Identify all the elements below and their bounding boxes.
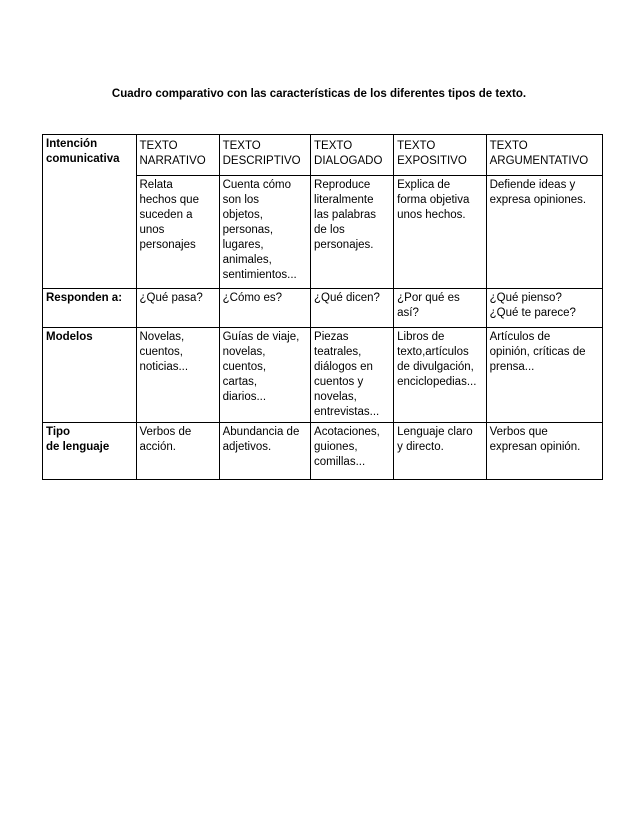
table-cell: Reproduce literalmente las palabras de los personajes. (311, 176, 394, 289)
table-cell: ¿Qué dicen? (311, 289, 394, 328)
header-narrativo: TEXTO NARRATIVO (136, 135, 219, 176)
table-cell: Acotaciones, guiones, comillas... (311, 423, 394, 480)
table-row (43, 289, 603, 328)
document-title: Cuadro comparativo con las características de los diferentes tipos de texto. (111, 88, 527, 100)
table-cell: ¿Por qué es así? (394, 289, 486, 328)
table-cell: Libros de texto,artículos de divulgación, enciclopedias... (394, 328, 486, 423)
table-cell: Relata hechos que suceden a unos personajes (136, 176, 219, 289)
table-cell: ¿Qué pienso? ¿Qué te parece? (486, 289, 602, 328)
table-cell: Defiende ideas y expresa opiniones. (486, 176, 602, 289)
row-label-responden: Responden a: (43, 289, 137, 328)
row-label-intencion: Intención comunicativa (43, 135, 137, 289)
comparison-table (42, 134, 603, 480)
header-descriptivo: TEXTO DESCRIPTIVO (219, 135, 310, 176)
table-cell: Verbos que expresan opinión. (486, 423, 602, 480)
row-label-modelos: Modelos (43, 328, 137, 423)
table-cell: Verbos de acción. (136, 423, 219, 480)
table-header-row (43, 135, 603, 176)
table-cell: ¿Qué pasa? (136, 289, 219, 328)
header-expositivo: TEXTO EXPOSITIVO (394, 135, 486, 176)
table-cell: Cuenta cómo son los objetos, personas, lugares, animales, sentimientos... (219, 176, 310, 289)
table-cell: Guías de viaje, novelas, cuentos, cartas, diarios... (219, 328, 310, 423)
table-cell: Lenguaje claro y directo. (394, 423, 486, 480)
header-dialogado: TEXTO DIALOGADO (311, 135, 394, 176)
table-row (43, 423, 603, 480)
table-row (43, 328, 603, 423)
table-cell: Artículos de opinión, críticas de prensa... (486, 328, 602, 423)
table-cell: ¿Cómo es? (219, 289, 310, 328)
table-cell: Piezas teatrales, diálogos en cuentos y novelas, entrevistas... (311, 328, 394, 423)
table-cell: Novelas, cuentos, noticias... (136, 328, 219, 423)
table-cell: Explica de forma objetiva unos hechos. (394, 176, 486, 289)
table-cell: Abundancia de adjetivos. (219, 423, 310, 480)
header-argumentativo: TEXTO ARGUMENTATIVO (486, 135, 602, 176)
row-label-tipo-lenguaje: Tipo de lenguaje (43, 423, 137, 480)
